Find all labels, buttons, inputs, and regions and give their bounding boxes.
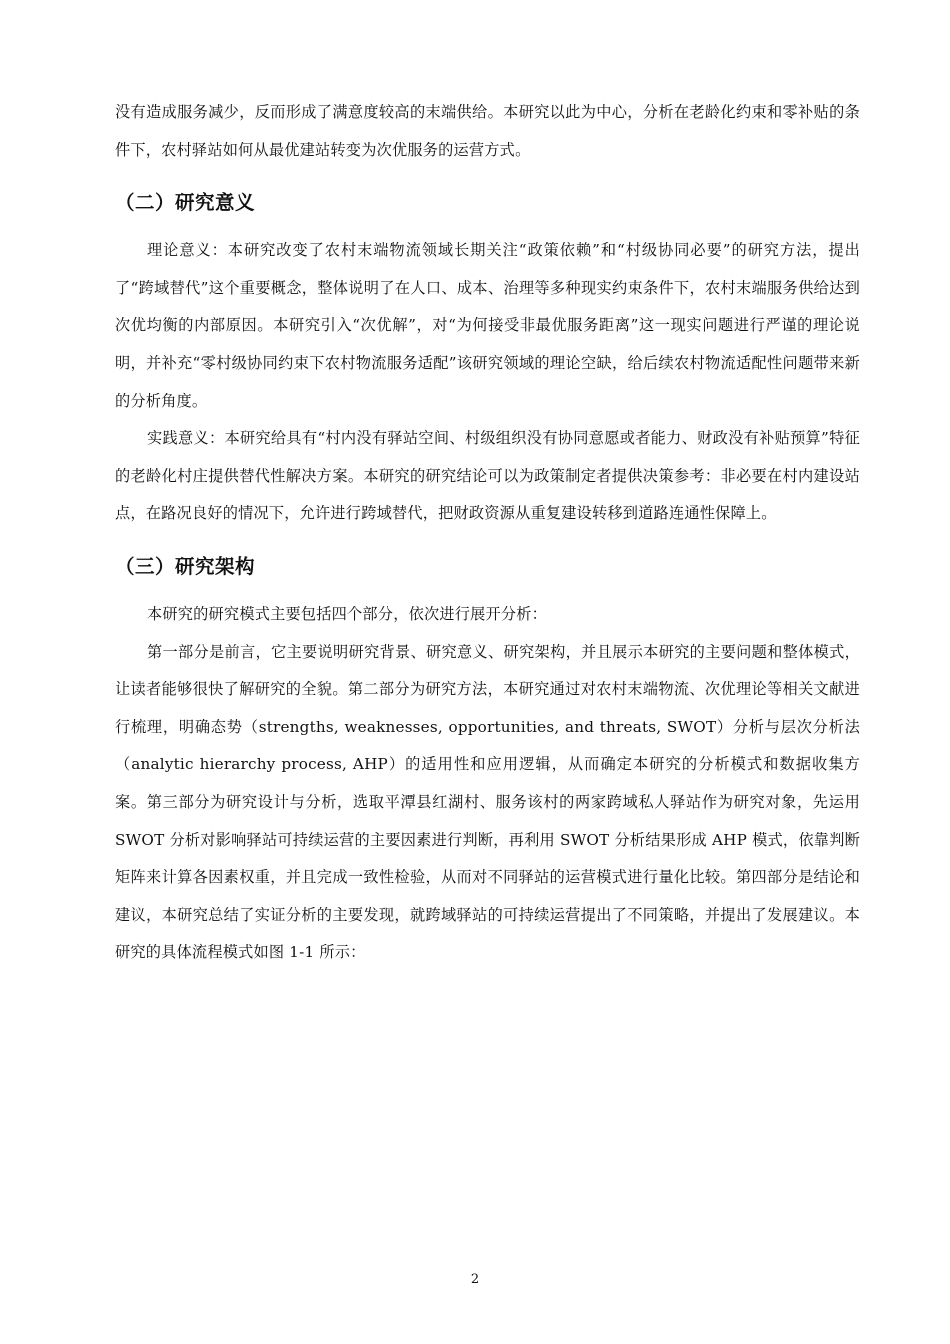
paragraph-framework-intro: 本研究的研究模式主要包括四个部分，依次进行展开分析： bbox=[147, 604, 548, 623]
section-heading-research-significance: （二）研究意义 bbox=[115, 191, 256, 215]
page-content bbox=[115, 94, 860, 972]
paragraph-practical-significance: 实践意义：本研究给具有“村内没有驿站空间、村级组织没有协同意愿或者能力、财政没有补贴预算”特征的老龄化村庄提供替代性解决方案。本研究的研究结论可以为政策制定者提供决策参考：非必要在村内建设站点，在路况良好的情况下，允许进行跨域替代，把财政资源从重复建设转移到道路连通性保障上。 bbox=[115, 429, 860, 523]
paragraph-theoretical-significance: 理论意义：本研究改变了农村末端物流领域长期关注“政策依赖”和“村级协同必要”的研究方法，提出了“跨域替代”这个重要概念，整体说明了在人口、成本、治理等多种现实约束条件下，农村末端服务供给达到次优均衡的内部原因。本研究引入“次优解”，对“为何接受非最优服务距离”这一现实问题进行严谨的理论说明，并补充“零村级协同约束下农村物流服务适配”该研究领域的理论空缺，给后续农村物流适配性问题带来新的分析角度。 bbox=[115, 241, 860, 410]
page-number: 2 bbox=[470, 1272, 480, 1287]
paragraph-framework-details: 第一部分是前言，它主要说明研究背景、研究意义、研究架构，并且展示本研究的主要问题和整体模式，让读者能够很快了解研究的全貌。第二部分为研究方法，本研究通过对农村末端物流、次优理论等相关文献进行梳理，明确态势（strengths, weaknesses, opportunities, and threats, SWOT）分析与层次分析法（analytic hierarchy process, AHP）的适用性和应用逻辑，从而确定本研究的分析模式和数据收集方案。第三部分为研究设计与分析，选取平潭县红湖村、服务该村的两家跨域私人驿站作为研究对象，先运用 SWOT 分析对影响驿站可持续运营的主要因素进行判断，再利用 SWOT 分析结果形成 AHP 模式，依靠判断矩阵来计算各因素权重，并且完成一致性检验，从而对不同驿站的运营模式进行量化比较。第四部分是结论和建议，本研究总结了实证分析的主要发现，就跨域驿站的可持续运营提出了不同策略，并提出了发展建议。本研究的具体流程模式如图 1-1 所示： bbox=[115, 642, 860, 962]
section-heading-research-framework: （三）研究架构 bbox=[115, 554, 256, 578]
paragraph-continuation: 没有造成服务减少，反而形成了满意度较高的末端供给。本研究以此为中心，分析在老龄化约束和零补贴的条件下，农村驿站如何从最优建站转变为次优服务的运营方式。 bbox=[115, 103, 860, 159]
